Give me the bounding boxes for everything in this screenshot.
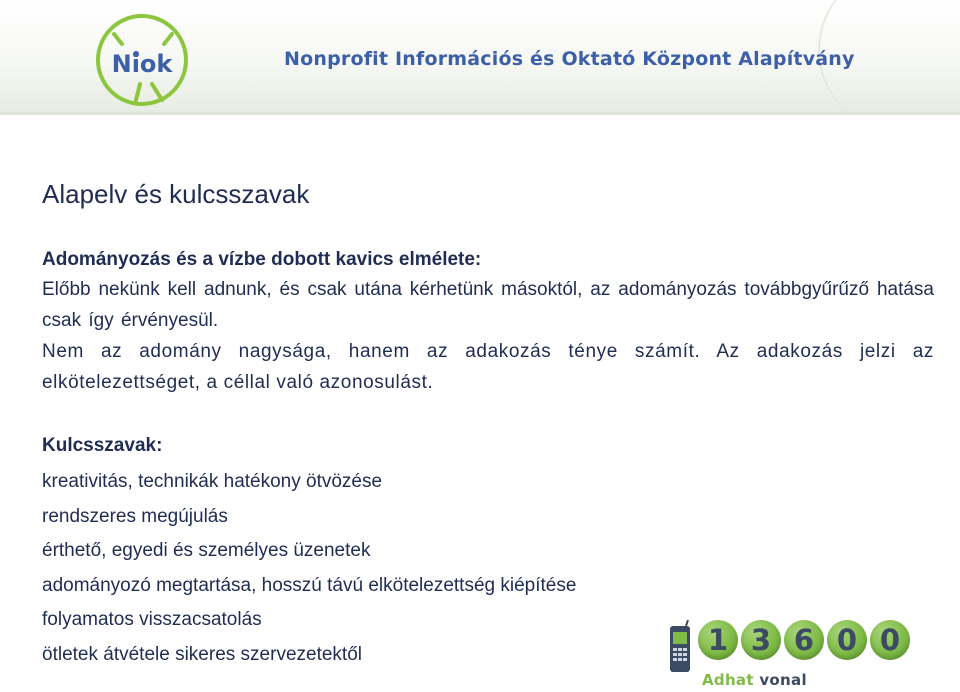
logo-text: Niok	[111, 50, 173, 78]
keywords-heading: Kulcsszavak:	[42, 435, 163, 456]
section-heading-principle: Adományozás és a vízbe dobott kavics elmélete:	[42, 249, 482, 270]
tagline-word-adhat: Adhat	[702, 671, 754, 689]
digit: 6	[784, 620, 824, 660]
keyword-item: folyamatos visszacsatolás	[42, 609, 262, 630]
adhat-vonal-tagline	[702, 671, 807, 689]
digit: 0	[827, 620, 867, 660]
paragraph-give-first: Előbb nekünk kell adnunk, és csak utána kérhetünk másoktól, az adományozás továbbgyűrűző hatása csak így érvényesül.	[42, 279, 934, 331]
slide-header	[0, 0, 960, 115]
keyword-item: rendszeres megújulás	[42, 505, 228, 527]
adhat-vonal-badge	[666, 616, 910, 692]
organization-name: Nonprofit Információs és Oktató Központ Alapítvány	[284, 48, 855, 70]
slide-content	[42, 178, 934, 672]
niok-logo-icon	[92, 10, 198, 110]
keyword-item: kreativitás, technikák hatékony ötvözése	[42, 471, 383, 492]
keyword-item: érthető, egyedi és személyes üzenetek	[42, 540, 371, 561]
slide-title: Alapelv és kulcsszavak	[42, 179, 310, 209]
paragraph-commitment: Nem az adomány nagysága, hanem az adakozás ténye számít. Az adakozás jelzi az elkötelezettséget, a céllal való azonosulást.	[42, 341, 934, 393]
donation-number	[698, 620, 910, 660]
tagline-word-vonal: vonal	[759, 671, 807, 689]
mobile-phone-icon	[666, 620, 696, 676]
keyword-item: adományozó megtartása, hosszú távú elkötelezettség kiépítése	[42, 574, 577, 596]
keyword-item: ötletek átvétele sikeres szervezetektől	[42, 643, 362, 665]
digit: 3	[741, 620, 781, 660]
digit: 0	[870, 620, 910, 660]
digit: 1	[698, 620, 738, 660]
